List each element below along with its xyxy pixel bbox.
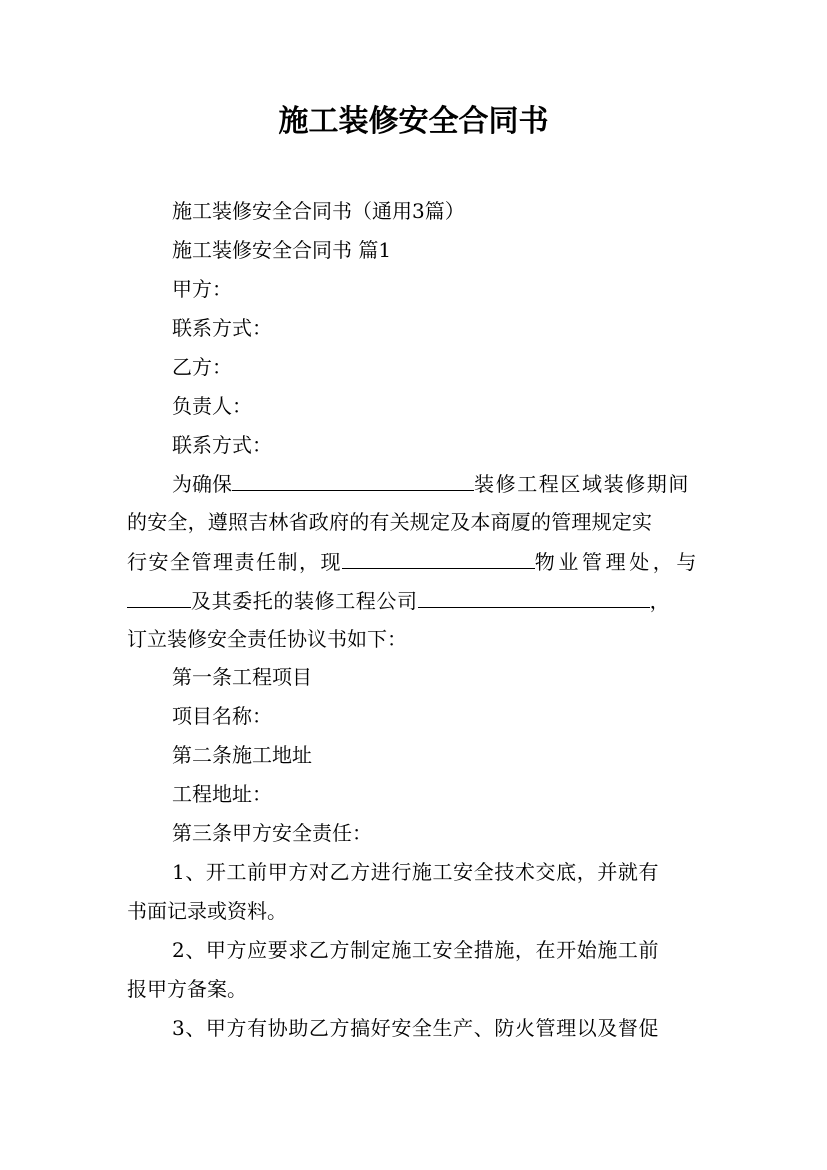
- fill-in-blank: [232, 468, 474, 491]
- text-fragment: ，: [649, 589, 670, 613]
- clause-2-line-1: 2、甲方应要求乙方制定施工安全措施，在开始施工前: [172, 938, 660, 962]
- party-b-label: 乙方：: [172, 355, 232, 379]
- text-fragment: 装修工程区域装修期间: [474, 472, 690, 496]
- party-a-contact-label: 联系方式：: [172, 316, 272, 340]
- party-b-contact-label: 联系方式：: [172, 433, 272, 457]
- section-heading: 施工装修安全合同书 篇1: [172, 238, 392, 262]
- text-fragment: 行安全管理责任制，现: [127, 550, 342, 574]
- party-a-label: 甲方：: [172, 277, 232, 301]
- article-3-heading: 第三条甲方安全责任：: [172, 821, 372, 845]
- article-1-heading: 第一条工程项目: [172, 665, 312, 689]
- article-2-heading: 第二条施工地址: [172, 743, 312, 767]
- paragraph-line-2: 的安全，遵照吉林省政府的有关规定及本商厦的管理规定实: [127, 510, 653, 534]
- clause-1-line-1: 1、开工前甲方对乙方进行施工安全技术交底，并就有: [172, 860, 660, 884]
- paragraph-line-1: [172, 468, 700, 499]
- text-fragment: 物业管理处，与: [534, 550, 700, 574]
- party-b-manager-label: 负责人：: [172, 394, 252, 418]
- fill-in-blank: [418, 585, 650, 608]
- project-name-label: 项目名称：: [172, 704, 272, 728]
- fill-in-blank: [342, 546, 535, 569]
- text-fragment: 为确保: [172, 472, 232, 496]
- clause-1-line-2: 书面记录或资料。: [127, 899, 287, 923]
- paragraph-line-4: [127, 585, 700, 616]
- paragraph-line-3: [127, 546, 700, 577]
- clause-3-line-1: 3、甲方有协助乙方搞好安全生产、防火管理以及督促: [172, 1016, 660, 1040]
- document-title: 施工装修安全合同书: [278, 104, 549, 139]
- subtitle-line: 施工装修安全合同书（通用3篇）: [172, 199, 465, 223]
- paragraph-line-5: 订立装修安全责任协议书如下：: [127, 627, 407, 651]
- text-fragment: 及其委托的装修工程公司: [191, 589, 418, 613]
- project-address-label: 工程地址：: [172, 782, 272, 806]
- fill-in-blank: [127, 585, 191, 608]
- clause-2-line-2: 报甲方备案。: [127, 977, 247, 1001]
